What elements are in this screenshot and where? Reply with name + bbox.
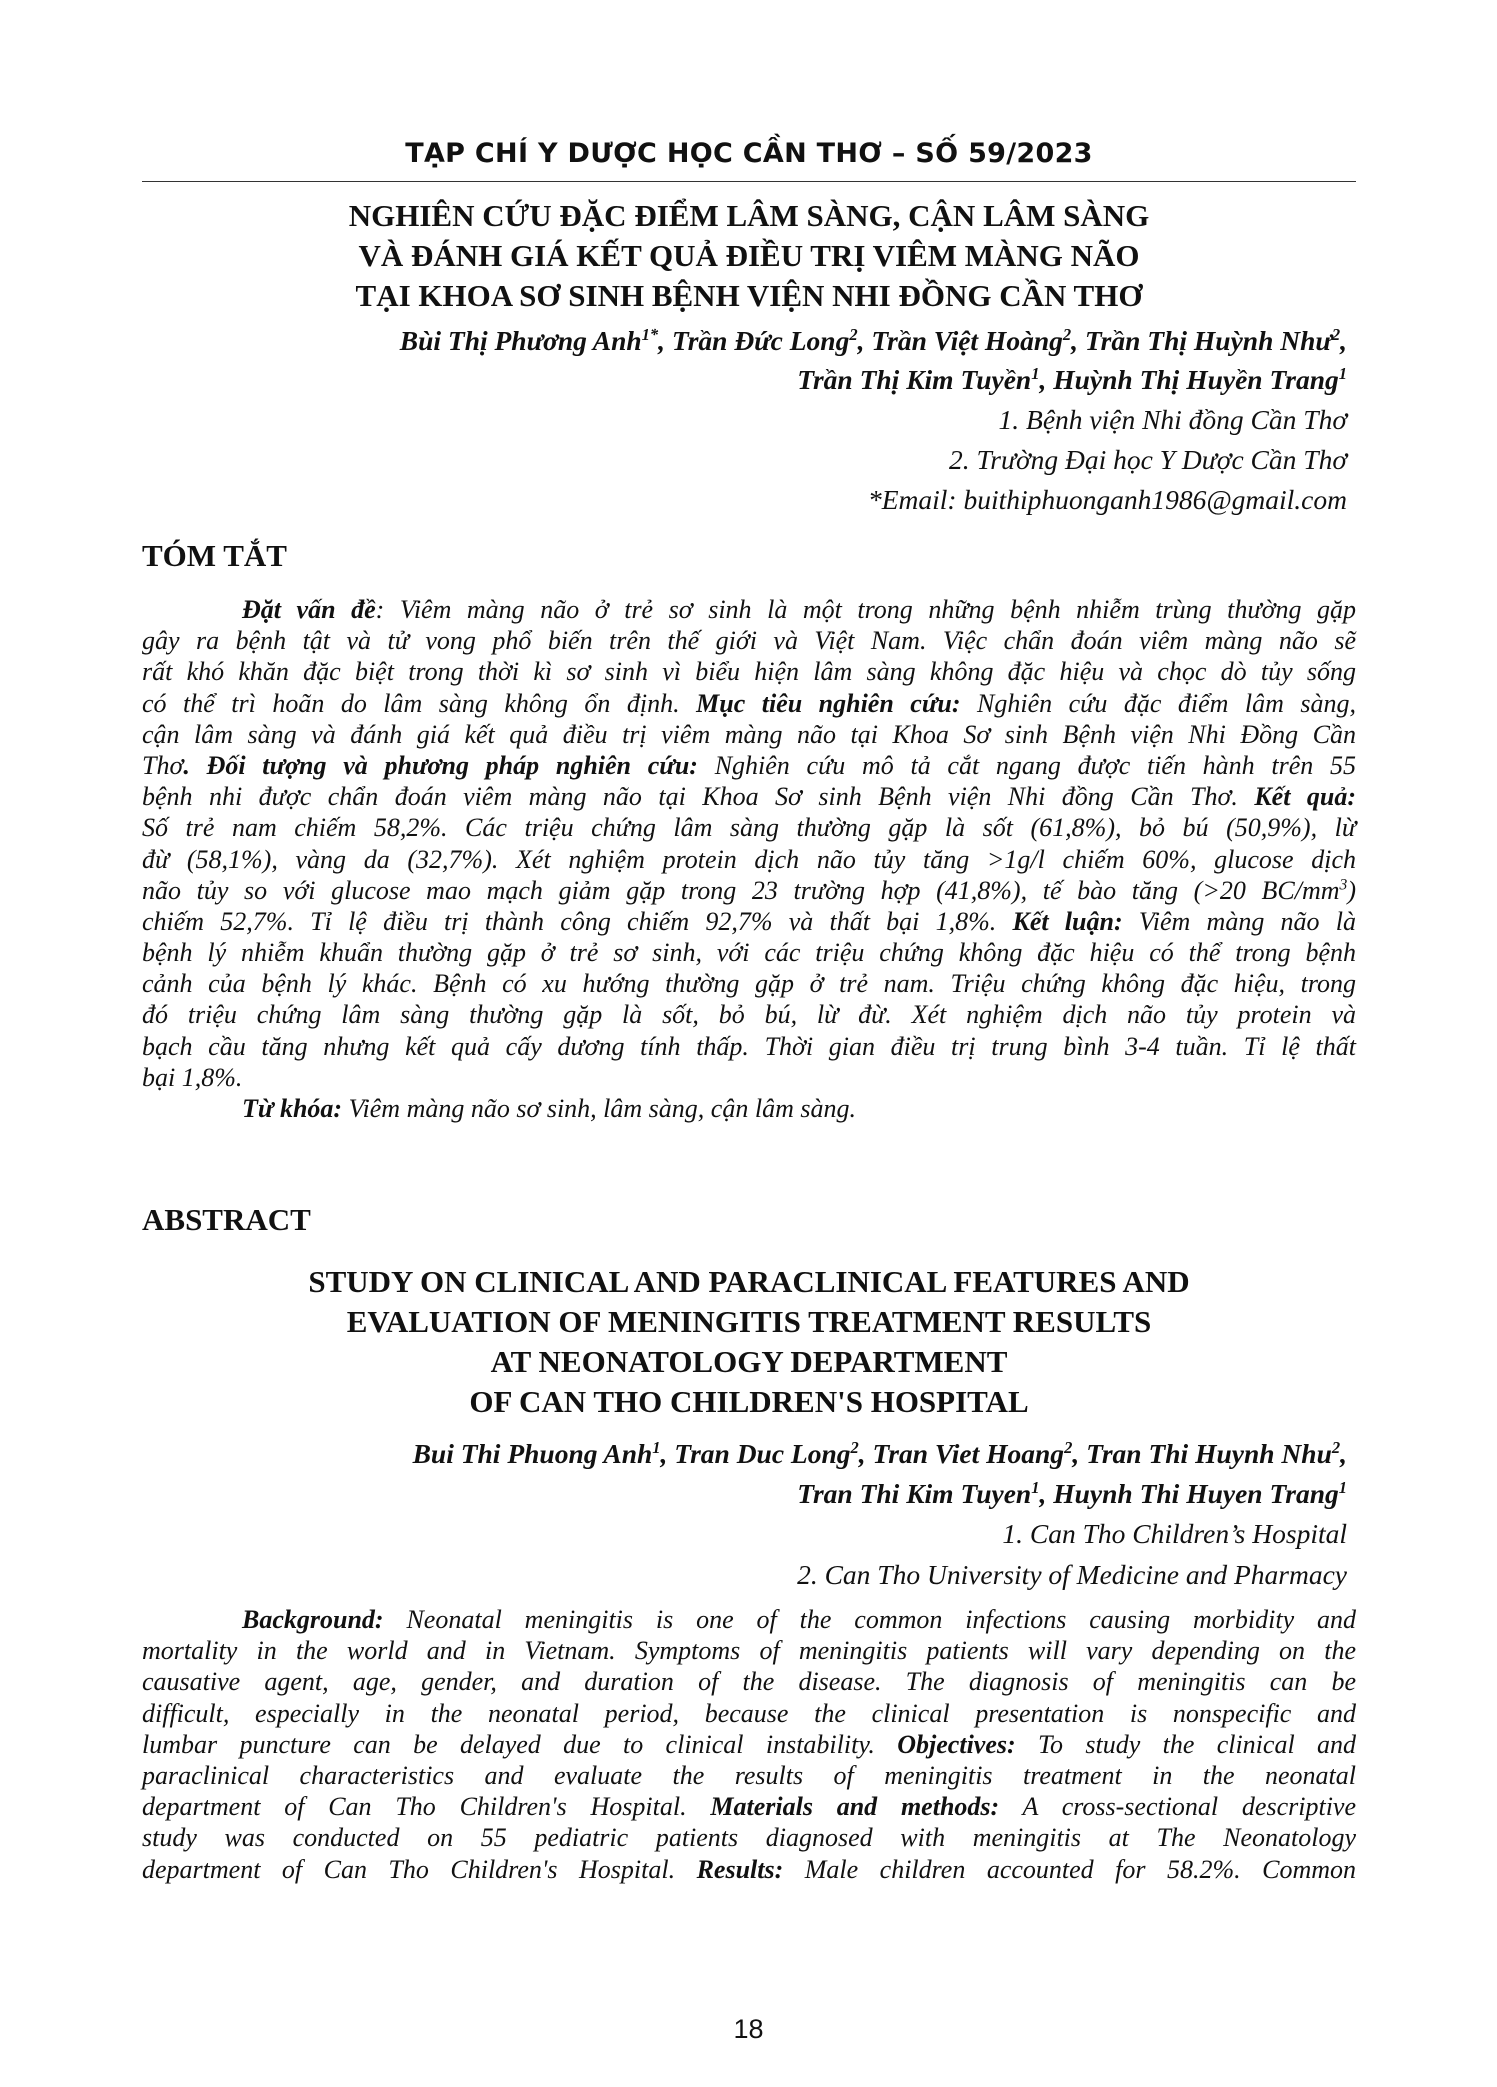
label-results: Results: <box>696 1854 784 1884</box>
author-affil-sup: 2 <box>1062 324 1072 344</box>
author-separator: , <box>1340 325 1347 356</box>
author-affil-sup: 2 <box>850 1437 859 1457</box>
vi-authors-line-1 <box>400 321 1347 360</box>
abstract-text: department of Can Tho Children's Hospital. <box>142 1854 697 1884</box>
vi-title-line: NGHIÊN CỨU ĐẶC ĐIỂM LÂM SÀNG, CẬN LÂM SÀNG <box>348 198 1150 233</box>
author-affil-sup: 2 <box>1064 1437 1073 1457</box>
label-conclusion: Kết luận: <box>1012 906 1123 936</box>
author-name: , Trần Thị Huỳnh Như <box>1071 325 1332 356</box>
summary-heading: TÓM TẮT <box>142 538 287 573</box>
author-name: Trần Thị Kim Tuyền <box>797 364 1032 395</box>
abstract-text: To study the clinical and <box>1015 1729 1356 1759</box>
vi-authors-line-2 <box>797 360 1347 399</box>
label-methods: Materials and methods: <box>710 1792 1000 1822</box>
author-affil-sup: 1 <box>652 1437 661 1457</box>
en-title-line: AT NEONATOLOGY DEPARTMENT <box>490 1344 1008 1379</box>
abstract-line: mortality in the world and in Vietnam. Symptoms of meningitis patients will vary depending on the <box>142 1636 1356 1666</box>
summary-line: rất khó khăn đặc biệt trong thời kì sơ sinh vì biểu hiện lâm sàng không đặc hiệu và chọc dò tủy sống <box>142 657 1356 687</box>
abstract-line: paraclinical characteristics and evaluate the results of meningitis treatment in the neonatal <box>142 1760 1356 1790</box>
label-background: Đặt vấn đề <box>242 595 376 624</box>
label-objectives: Mục tiêu nghiên cứu: <box>696 688 961 718</box>
summary-text: bệnh nhi được chẩn đoán viêm màng não tại Khoa Sơ sinh Bệnh viện Nhi đồng Cần Thơ. <box>142 782 1255 812</box>
abstract-text: lumbar puncture can be delayed due to clinical instability. <box>142 1729 898 1759</box>
summary-text: Nghiên cứu đặc điểm lâm sàng, <box>960 688 1356 718</box>
summary-text: ) <box>1347 875 1356 905</box>
header-divider <box>142 181 1356 182</box>
author-affil-sup: 1* <box>641 324 659 344</box>
author-name: , Huỳnh Thị Huyền Trang <box>1039 364 1339 395</box>
summary-line: bại 1,8%. <box>142 1062 243 1092</box>
summary-line: cảnh của bệnh lý khác. Bệnh có xu hướng thường gặp ở trẻ nam. Triệu chứng không đặc hiệu, trong <box>142 969 1356 999</box>
author-name: Bùi Thị Phương Anh <box>399 325 642 356</box>
summary-text: có thể trì hoãn do lâm sàng không ổn định. <box>142 688 697 718</box>
vi-affiliation-2: 2. Trường Đại học Y Dược Cần Thơ <box>949 444 1347 475</box>
en-affiliation-1: 1. Can Tho Children’s Hospital <box>1002 1518 1347 1549</box>
summary-line: đừ (58,1%), vàng da (32,7%). Xét nghiệm protein dịch não tủy tăng >1g/l chiếm 60%, glucose dịch <box>142 844 1356 874</box>
label-methods: . Đối tượng và phương pháp nghiên cứu: <box>183 750 698 780</box>
en-title-line: OF CAN THO CHILDREN'S HOSPITAL <box>469 1384 1029 1419</box>
vi-title-line: VÀ ĐÁNH GIÁ KẾT QUẢ ĐIỀU TRỊ VIÊM MÀNG NÃO <box>358 238 1140 273</box>
en-title-line: EVALUATION OF MENINGITIS TREATMENT RESULTS <box>346 1304 1152 1339</box>
abstract-text: Male children accounted for 58.2%. Common <box>783 1854 1356 1884</box>
summary-text: Thơ <box>142 750 184 780</box>
author-affil-sup: 1 <box>1031 1477 1040 1497</box>
author-name: , Trần Đức Long <box>658 325 850 356</box>
summary-line: bạch cầu tăng nhưng kết quả cấy dương tính thấp. Thời gian điều trị trung bình 3-4 tuần. Tỉ lệ thất <box>142 1031 1356 1061</box>
author-name: , Trần Việt Hoàng <box>857 325 1063 356</box>
en-authors-line-1 <box>413 1434 1347 1473</box>
author-name: , Tran Thi Huynh Nhu <box>1072 1438 1332 1469</box>
en-abstract-body <box>142 1604 1356 1885</box>
summary-text: Viêm màng não là <box>1122 906 1356 936</box>
abstract-text: department of Can Tho Children's Hospital. <box>142 1792 711 1822</box>
en-authors-line-2 <box>797 1474 1347 1513</box>
author-affil-sup: 1 <box>1338 363 1347 383</box>
keywords-text: Viêm màng não sơ sinh, lâm sàng, cận lâm sàng. <box>342 1094 856 1123</box>
abstract-line: causative agent, age, gender, and duration of the disease. The diagnosis of meningitis can be <box>142 1667 1356 1697</box>
summary-text: chiếm 52,7%. Tỉ lệ điều trị thành công chiếm 92,7% và thất bại 1,8%. <box>142 906 1013 936</box>
summary-line: cận lâm sàng và đánh giá kết quả điều trị viêm màng não tại Khoa Sơ sinh Bệnh viện Nhi Đồng Cần <box>142 719 1356 749</box>
journal-header: TẠP CHÍ Y DƯỢC HỌC CẦN THƠ – SỐ 59/2023 <box>405 138 1093 169</box>
vi-summary-body <box>142 594 1356 1124</box>
en-article-title <box>142 1262 1356 1422</box>
summary-line: đó triệu chứng lâm sàng thường gặp là sốt, bỏ bú, lừ đừ. Xét nghiệm dịch não tủy protein và <box>142 1000 1356 1030</box>
author-affil-sup: 1 <box>1031 363 1040 383</box>
summary-text: não tủy so với glucose mao mạch giảm gặp trong 23 trường hợp (41,8%), tế bào tăng (>20 BC/mm <box>142 875 1340 905</box>
summary-line: Số trẻ nam chiếm 58,2%. Các triệu chứng lâm sàng thường gặp là sốt (61,8%), bỏ bú (50,9%), lừ <box>142 813 1356 843</box>
author-separator: , <box>1340 1438 1347 1469</box>
label-results: Kết quả: <box>1254 782 1357 812</box>
author-name: Tran Thi Kim Tuyen <box>797 1478 1032 1509</box>
abstract-heading: ABSTRACT <box>142 1202 311 1237</box>
abstract-text: Neonatal meningitis is one of the common infections causing morbidity and <box>383 1605 1356 1634</box>
page-number: 18 <box>733 2014 764 2044</box>
author-affil-sup: 2 <box>849 324 858 344</box>
label-background: Background: <box>242 1605 384 1634</box>
author-affil-sup: 1 <box>1338 1477 1347 1497</box>
vi-affiliation-1: 1. Bệnh viện Nhi đồng Cần Thơ <box>998 404 1347 435</box>
author-affil-sup: 2 <box>1331 1437 1341 1457</box>
abstract-line: difficult, especially in the neonatal period, because the clinical presentation is nonspecific and <box>142 1698 1356 1728</box>
superscript: 3 <box>1339 876 1348 894</box>
author-name: , Tran Viet Hoang <box>858 1438 1065 1469</box>
vi-article-title <box>142 196 1356 316</box>
en-affiliation-2: 2. Can Tho University of Medicine and Pharmacy <box>797 1559 1347 1590</box>
summary-line: gây ra bệnh tật và tử vong phổ biến trên thế giới và Việt Nam. Việc chẩn đoán viêm màng não sẽ <box>142 626 1356 656</box>
en-title-line: STUDY ON CLINICAL AND PARACLINICAL FEATURES AND <box>308 1264 1190 1299</box>
abstract-text: A cross-sectional descriptive <box>999 1792 1356 1822</box>
author-affil-sup: 2 <box>1331 324 1341 344</box>
author-name: , Huynh Thi Huyen Trang <box>1039 1478 1339 1509</box>
summary-text: Nghiên cứu mô tả cắt ngang được tiến hành trên 55 <box>697 750 1356 780</box>
vi-title-line: TẠI KHOA SƠ SINH BỆNH VIỆN NHI ĐỒNG CẦN THƠ <box>355 278 1143 313</box>
abstract-line: study was conducted on 55 pediatric patients diagnosed with meningitis at The Neonatology <box>142 1823 1356 1853</box>
author-name: Bui Thi Phuong Anh <box>412 1438 653 1469</box>
summary-line: bệnh lý nhiễm khuẩn thường gặp ở trẻ sơ sinh, với các triệu chứng không đặc hiệu có thể trong bệnh <box>142 938 1356 968</box>
author-name: , Tran Duc Long <box>660 1438 851 1469</box>
summary-text: : Viêm màng não ở trẻ sơ sinh là một trong những bệnh nhiễm trùng thường gặp <box>375 595 1356 624</box>
corresponding-email: *Email: buithiphuonganh1986@gmail.com <box>867 484 1347 515</box>
label-objectives: Objectives: <box>897 1729 1016 1759</box>
label-keywords: Từ khóa: <box>242 1094 343 1123</box>
